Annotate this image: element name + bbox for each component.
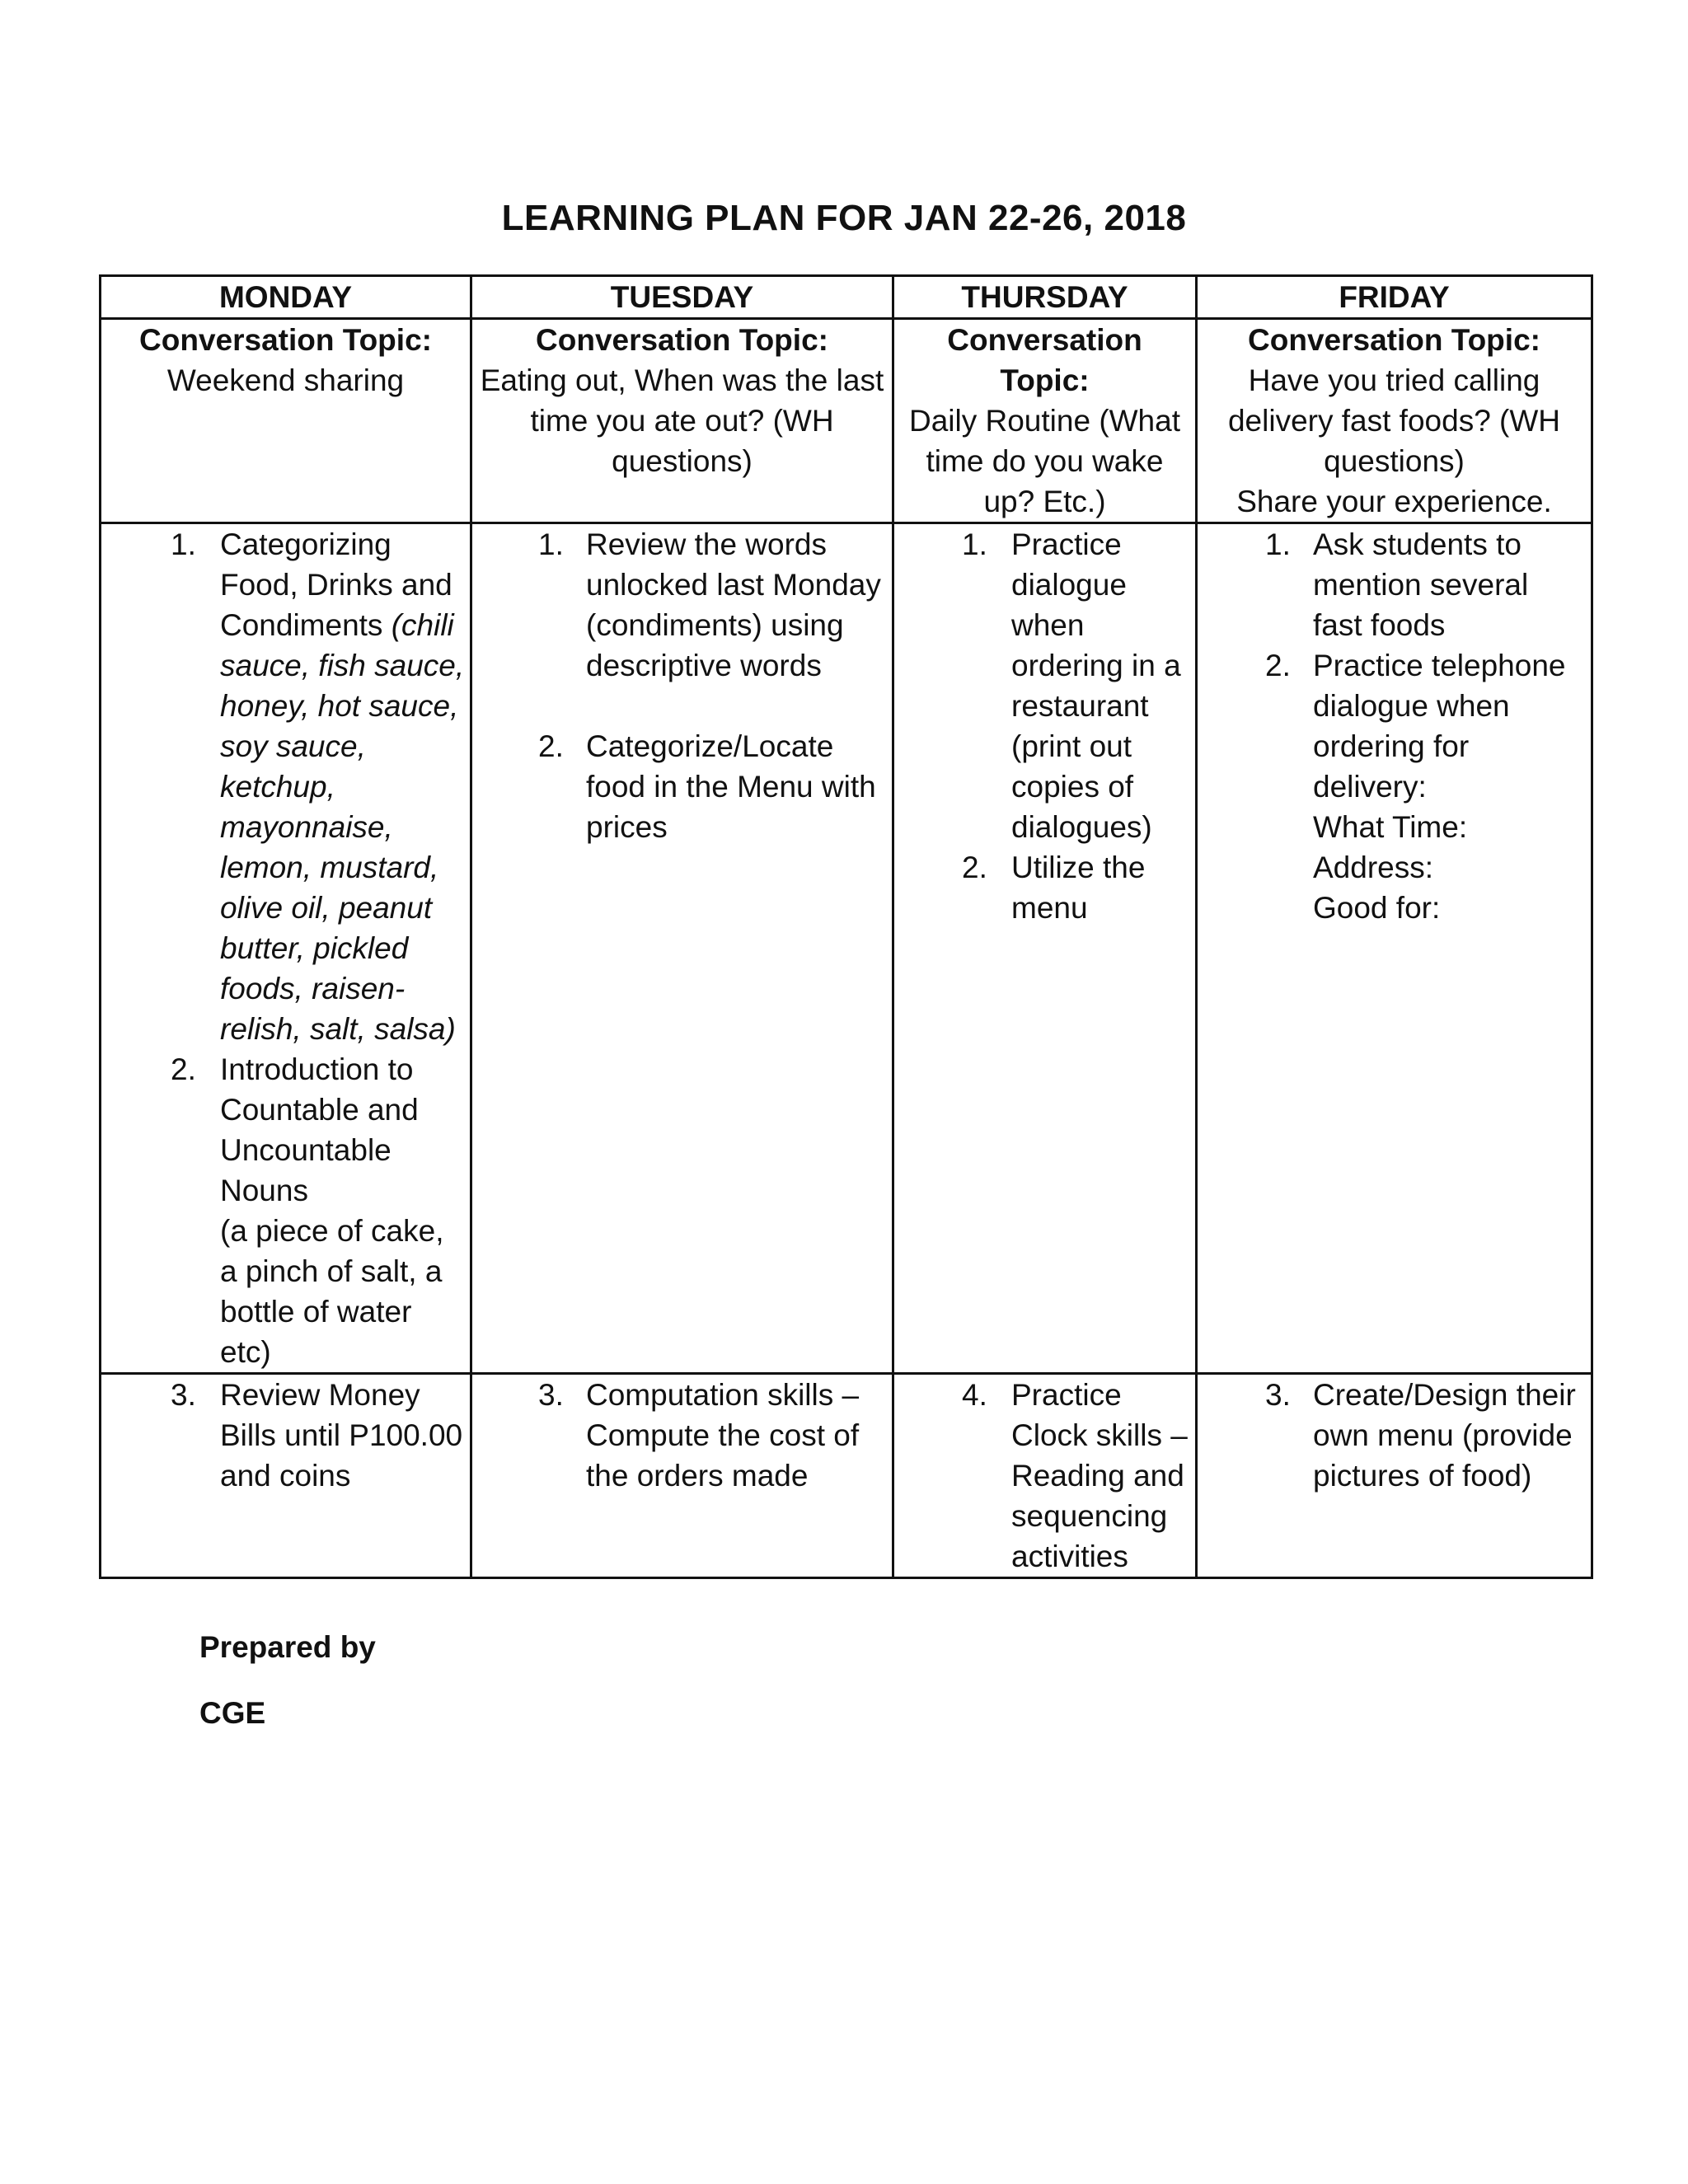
list-item — [899, 524, 1190, 847]
activity-list — [899, 1375, 1190, 1577]
item-text: Review Money Bills until P100.00 and coins — [220, 1378, 463, 1493]
list-item — [477, 1375, 887, 1496]
topic-text: Daily Routine (What time do you wake up? Etc.) — [908, 404, 1180, 518]
activities-cell-tuesday — [471, 523, 893, 1374]
list-item — [477, 726, 887, 847]
list-item — [106, 1375, 465, 1496]
item-text: Computation skills – Compute the cost of the orders made — [586, 1378, 860, 1493]
day-header-row — [101, 276, 1592, 319]
item-number: 3. — [538, 1378, 564, 1412]
item-text: Review the words unlocked last Monday (condiments) using descriptive words — [586, 527, 881, 682]
topic-cell-thursday — [893, 319, 1197, 523]
list-item — [1203, 645, 1586, 928]
day-header-friday: FRIDAY — [1197, 276, 1592, 319]
list-item — [899, 1375, 1190, 1577]
list-item — [1203, 1375, 1586, 1496]
item-number: 3. — [1265, 1378, 1291, 1412]
item-line-what-time: What Time: — [1313, 810, 1468, 844]
topic-text: Weekend sharing — [166, 363, 405, 397]
prepared-by-label: Prepared by — [199, 1630, 376, 1664]
topic-text-2: Share your experience. — [1236, 485, 1552, 518]
topic-text: Eating out, When was the last time you ate out? (WH questions) — [480, 363, 884, 478]
item-text: Practice dialogue when ordering in a restaurant (print out copies of dialogues) — [1011, 527, 1181, 844]
item-text: Introduction to Countable and Uncountable Nouns — [220, 1052, 419, 1207]
activities-cell-friday — [1197, 523, 1592, 1374]
item-text: Utilize the menu — [1011, 851, 1146, 925]
item-number: 2. — [538, 729, 564, 763]
item-italic-text: (chili sauce, fish sauce, honey, hot sauce, soy sauce, ketchup, mayonnaise, lemon, mustard, olive oil, peanut butter, pickled foods, raisen-relish, salt, salsa) — [220, 608, 465, 1046]
activity-list — [477, 524, 887, 847]
item-number: 1. — [962, 527, 987, 561]
item-text: Create/Design their own menu (provide pictures of food) — [1313, 1378, 1576, 1493]
item-line-address: Address: — [1313, 851, 1434, 884]
day-header-tuesday: TUESDAY — [471, 276, 893, 319]
item-line-good-for: Good for: — [1313, 891, 1441, 925]
topic-cell-tuesday — [471, 319, 893, 523]
item-text: Practice Clock skills – Reading and sequencing activities — [1011, 1378, 1188, 1573]
list-item — [1203, 524, 1586, 645]
list-item — [899, 847, 1190, 928]
item-text: Categorize/Locate food in the Menu with prices — [586, 729, 876, 844]
item-number: 2. — [1265, 649, 1291, 682]
item-number: 3. — [171, 1378, 196, 1412]
learning-plan-table — [99, 274, 1593, 1579]
item-number: 1. — [171, 527, 196, 561]
activity-list — [106, 524, 465, 1372]
topic-cell-monday — [101, 319, 471, 523]
topic-label: Conversation Topic: — [947, 323, 1142, 397]
list-spacer — [477, 686, 887, 726]
day-header-monday: MONDAY — [101, 276, 471, 319]
item-extra-text: (a piece of cake, a pinch of salt, a bottle of water etc) — [220, 1214, 444, 1369]
activity-list — [899, 524, 1190, 928]
list-item — [106, 524, 465, 1049]
item-number: 4. — [962, 1378, 987, 1412]
item-number: 2. — [962, 851, 987, 884]
activities-row — [101, 523, 1592, 1374]
activity-list — [106, 1375, 465, 1496]
author-initials: CGE — [199, 1696, 266, 1730]
page-title: LEARNING PLAN FOR JAN 22-26, 2018 — [501, 198, 1187, 238]
topic-row — [101, 319, 1592, 523]
activity3-cell-tuesday — [471, 1374, 893, 1578]
item-text: Ask students to mention several fast foods — [1313, 527, 1529, 642]
topic-label: Conversation Topic: — [139, 323, 432, 357]
activity3-cell-monday — [101, 1374, 471, 1578]
topic-text: Have you tried calling delivery fast foods? (WH questions) — [1227, 363, 1561, 478]
item-number: 1. — [1265, 527, 1291, 561]
activity-list — [1203, 1375, 1586, 1496]
activities-cell-monday — [101, 523, 471, 1374]
item-number: 1. — [538, 527, 564, 561]
list-item — [477, 524, 887, 686]
item-text: Categorizing Food, Drinks and Condiments — [220, 527, 452, 642]
list-item — [106, 1049, 465, 1372]
activities-row-2 — [101, 1374, 1592, 1578]
item-number: 2. — [171, 1052, 196, 1086]
item-text: Practice telephone dialogue when ordering for delivery: — [1313, 649, 1566, 804]
activity3-cell-friday — [1197, 1374, 1592, 1578]
topic-cell-friday — [1197, 319, 1592, 523]
activities-cell-thursday — [893, 523, 1197, 1374]
activity-list — [1203, 524, 1586, 928]
day-header-thursday: THURSDAY — [893, 276, 1197, 319]
activity-list — [477, 1375, 887, 1496]
activity3-cell-thursday — [893, 1374, 1197, 1578]
topic-label: Conversation Topic: — [536, 323, 828, 357]
topic-label: Conversation Topic: — [1248, 323, 1540, 357]
